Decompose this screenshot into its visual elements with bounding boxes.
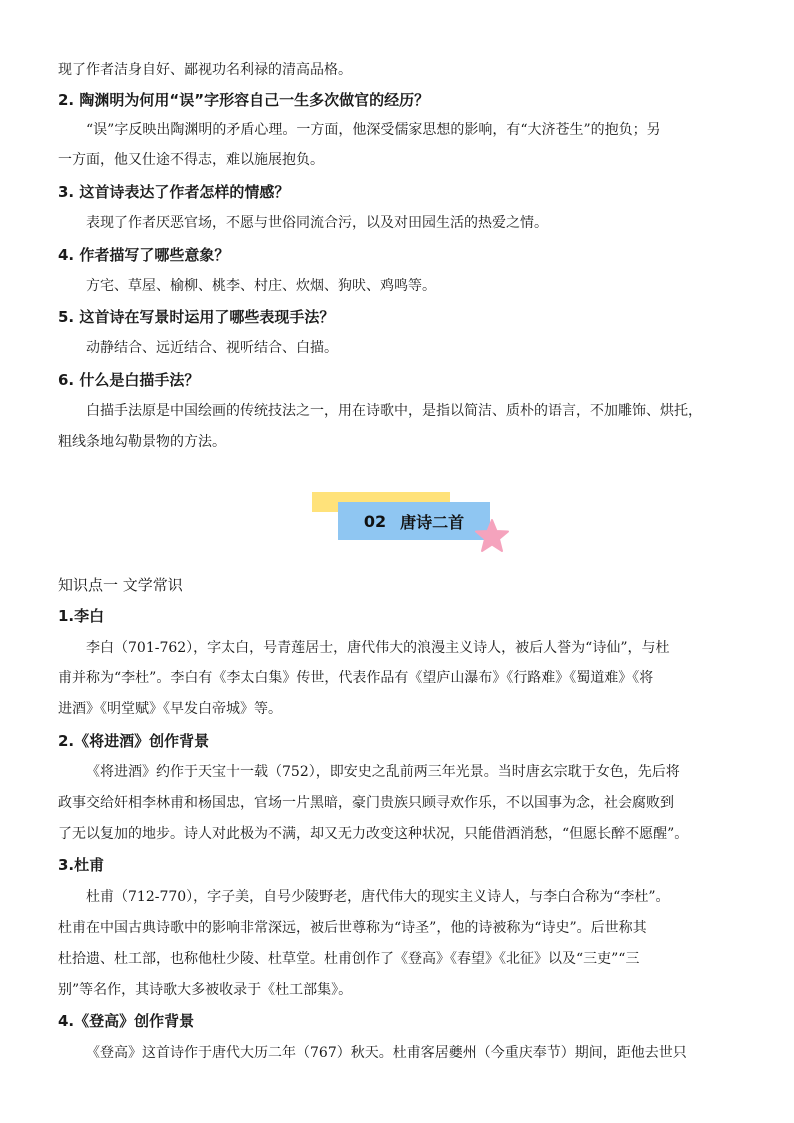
section-number: 02 (363, 511, 387, 531)
section-banner-text (338, 502, 490, 540)
answer-2-line-2: 一方面，他又仕途不得志，难以施展抱负。 (58, 152, 324, 168)
heading-li-bai: 1.李白 (58, 607, 105, 625)
star-icon (474, 518, 510, 554)
answer-2-line-1: “误”字反映出陶渊明的矛盾心理。一方面，他深受儒家思想的影响，有“大济苍生”的抱负；另 (86, 122, 661, 138)
jiangjinjiu-line-1: 《将进酒》约作于天宝十一载（752），即安史之乱前两三年光景。当时唐玄宗耽于女色，先后将 (86, 764, 680, 780)
heading-denggao-background: 4.《登高》创作背景 (58, 1012, 195, 1030)
heading-du-fu: 3.杜甫 (58, 856, 105, 874)
answer-6-line-1: 白描手法原是中国绘画的传统技法之一，用在诗歌中，是指以简洁、质朴的语言，不加雕饰、烘托， (86, 403, 702, 419)
jiangjinjiu-line-2: 政事交给奸相李林甫和杨国忠，官场一片黑暗，豪门贵族只顾寻欢作乐，不以国事为念，社会腐败到 (58, 795, 674, 811)
du-fu-line-4: 别”等名作，其诗歌大多被收录于《杜工部集》。 (58, 982, 353, 998)
denggao-line-1: 《登高》这首诗作于唐代大历二年（767）秋天。杜甫客居夔州（今重庆奉节）期间，距他去世只 (86, 1045, 687, 1061)
li-bai-line-3: 进酒》《明堂赋》《早发白帝城》等。 (58, 701, 282, 717)
jiangjinjiu-line-3: 了无以复加的地步。诗人对此极为不满，却又无力改变这种状况，只能借酒消愁，“但愿长醉不愿醒”。 (58, 826, 689, 842)
knowledge-point-heading: 知识点一 文学常识 (58, 576, 183, 594)
answer-4: 方宅、草屋、榆柳、桃李、村庄、炊烟、狗吠、鸡鸣等。 (86, 278, 436, 294)
question-3: 3. 这首诗表达了作者怎样的情感？ (58, 183, 290, 201)
du-fu-line-1: 杜甫（712-770），字子美，自号少陵野老，唐代伟大的现实主义诗人，与李白合称为“李杜”。 (86, 889, 670, 905)
question-2: 2. 陶渊明为何用“误”字形容自己一生多次做官的经历？ (58, 91, 430, 109)
question-4: 4. 作者描写了哪些意象？ (58, 246, 230, 264)
text-line: 现了作者洁身自好、鄙视功名利禄的清高品格。 (58, 62, 352, 78)
li-bai-line-2: 甫并称为“李杜”。李白有《李太白集》传世，代表作品有《望庐山瀑布》《行路难》《蜀道难》《将 (58, 670, 654, 686)
question-6: 6. 什么是白描手法？ (58, 371, 200, 389)
question-5: 5. 这首诗在写景时运用了哪些表现手法？ (58, 308, 335, 326)
answer-5: 动静结合、远近结合、视听结合、白描。 (86, 340, 338, 356)
answer-6-line-2: 粗线条地勾勒景物的方法。 (58, 434, 226, 450)
du-fu-line-3: 杜拾遗、杜工部，也称他杜少陵、杜草堂。杜甫创作了《登高》《春望》《北征》以及“三吏”“三 (58, 951, 640, 967)
answer-3: 表现了作者厌恶官场，不愿与世俗同流合污，以及对田园生活的热爱之情。 (86, 215, 548, 231)
du-fu-line-2: 杜甫在中国古典诗歌中的影响非常深远，被后世尊称为“诗圣”，他的诗被称为“诗史”。后世称其 (58, 920, 647, 936)
heading-jiangjinjiu-background: 2.《将进酒》创作背景 (58, 732, 210, 750)
li-bai-line-1: 李白（701-762），字太白，号青莲居士，唐代伟大的浪漫主义诗人，被后人誉为“诗仙”，与杜 (86, 640, 670, 656)
section-title: 唐诗二首 (400, 512, 465, 532)
